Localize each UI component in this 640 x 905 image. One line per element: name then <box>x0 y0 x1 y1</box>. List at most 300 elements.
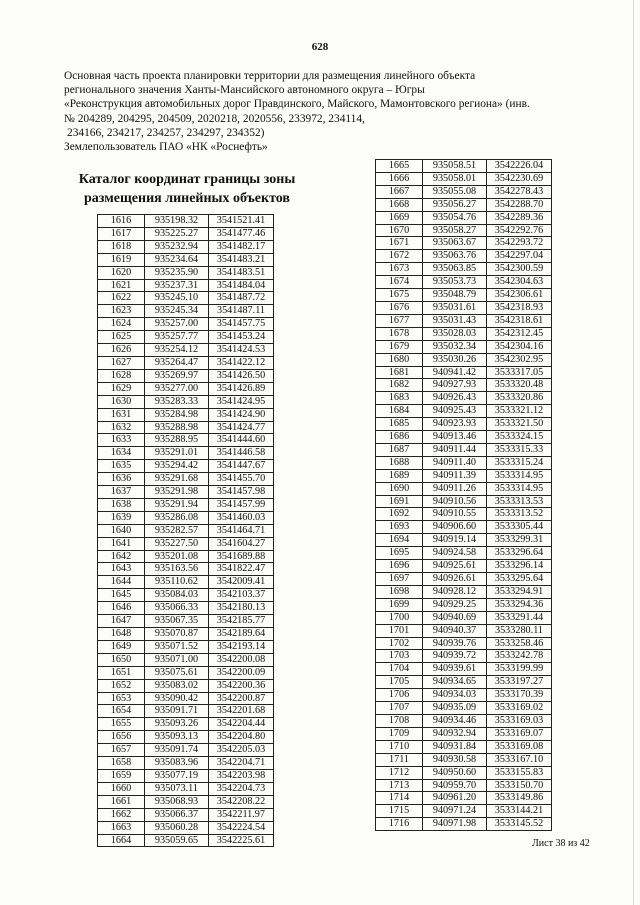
x-coordinate-cell: 935058.27 <box>423 224 487 237</box>
table-row <box>376 792 552 805</box>
y-coordinate-cell: 3533305.44 <box>487 521 552 534</box>
point-number-cell: 1653 <box>98 692 145 705</box>
y-coordinate-cell: 3542278.43 <box>487 185 552 198</box>
x-coordinate-cell: 935257.00 <box>145 318 209 331</box>
y-coordinate-cell: 3533169.08 <box>487 740 552 753</box>
x-coordinate-cell: 935075.61 <box>145 666 209 679</box>
y-coordinate-cell: 3542201.68 <box>209 705 274 718</box>
point-number-cell: 1625 <box>98 331 145 344</box>
x-coordinate-cell: 940940.37 <box>423 624 487 637</box>
table-row <box>376 405 552 418</box>
x-coordinate-cell: 935291.01 <box>145 447 209 460</box>
table-row <box>376 753 552 766</box>
table-row <box>98 318 274 331</box>
table-row <box>376 663 552 676</box>
x-coordinate-cell: 940935.09 <box>423 702 487 715</box>
y-coordinate-cell: 3542292.76 <box>487 224 552 237</box>
table-row <box>376 289 552 302</box>
point-number-cell: 1703 <box>376 650 423 663</box>
y-coordinate-cell: 3533144.21 <box>487 805 552 818</box>
y-coordinate-cell: 3533314.95 <box>487 469 552 482</box>
y-coordinate-cell: 3533324.15 <box>487 431 552 444</box>
point-number-cell: 1695 <box>376 547 423 560</box>
table-row <box>98 769 274 782</box>
y-coordinate-cell: 3542204.71 <box>209 757 274 770</box>
y-coordinate-cell: 3542203.98 <box>209 769 274 782</box>
point-number-cell: 1616 <box>98 215 145 228</box>
point-number-cell: 1684 <box>376 405 423 418</box>
y-coordinate-cell: 3542200.36 <box>209 679 274 692</box>
x-coordinate-cell: 935234.64 <box>145 253 209 266</box>
y-coordinate-cell: 3533295.64 <box>487 573 552 586</box>
page-number: 628 <box>311 41 329 53</box>
y-coordinate-cell: 3533321.50 <box>487 418 552 431</box>
table-row <box>98 240 274 253</box>
point-number-cell: 1621 <box>98 279 145 292</box>
x-coordinate-cell: 940919.14 <box>423 534 487 547</box>
catalog-title-line: размещения линейных объектов <box>84 191 290 206</box>
y-coordinate-cell: 3533313.53 <box>487 495 552 508</box>
x-coordinate-cell: 935060.28 <box>145 821 209 834</box>
y-coordinate-cell: 3533169.07 <box>487 727 552 740</box>
point-number-cell: 1715 <box>376 805 423 818</box>
y-coordinate-cell: 3542300.59 <box>487 263 552 276</box>
table-row <box>376 327 552 340</box>
y-coordinate-cell: 3533315.24 <box>487 456 552 469</box>
table-row <box>98 782 274 795</box>
y-coordinate-cell: 3541424.77 <box>209 421 274 434</box>
table-row <box>376 237 552 250</box>
y-coordinate-cell: 3541464.71 <box>209 524 274 537</box>
table-row <box>98 679 274 692</box>
point-number-cell: 1696 <box>376 560 423 573</box>
point-number-cell: 1701 <box>376 624 423 637</box>
table-row <box>376 766 552 779</box>
sheet-label: Лист 38 из 42 <box>532 838 590 849</box>
x-coordinate-cell: 935257.77 <box>145 331 209 344</box>
x-coordinate-cell: 940931.84 <box>423 740 487 753</box>
point-number-cell: 1707 <box>376 702 423 715</box>
x-coordinate-cell: 935030.26 <box>423 353 487 366</box>
table-row <box>98 253 274 266</box>
table-row <box>376 224 552 237</box>
y-coordinate-cell: 3542204.73 <box>209 782 274 795</box>
point-number-cell: 1678 <box>376 327 423 340</box>
table-row <box>98 498 274 511</box>
x-coordinate-cell: 940928.12 <box>423 585 487 598</box>
x-coordinate-cell: 940934.65 <box>423 676 487 689</box>
point-number-cell: 1638 <box>98 498 145 511</box>
point-number-cell: 1626 <box>98 344 145 357</box>
y-coordinate-cell: 3533320.48 <box>487 379 552 392</box>
point-number-cell: 1659 <box>98 769 145 782</box>
table-row <box>98 628 274 641</box>
x-coordinate-cell: 940911.44 <box>423 443 487 456</box>
x-coordinate-cell: 935232.94 <box>145 240 209 253</box>
table-row <box>98 382 274 395</box>
x-coordinate-cell: 940939.61 <box>423 663 487 676</box>
y-coordinate-cell: 3533299.31 <box>487 534 552 547</box>
header-line: «Реконструкция автомобильных дорог Правдинского, Майского, Мамонтовского региона» (инв. <box>64 98 530 111</box>
y-coordinate-cell: 3541446.58 <box>209 447 274 460</box>
y-coordinate-cell: 3542288.70 <box>487 198 552 211</box>
x-coordinate-cell: 935083.02 <box>145 679 209 692</box>
x-coordinate-cell: 935110.62 <box>145 576 209 589</box>
y-coordinate-cell: 3542185.77 <box>209 615 274 628</box>
x-coordinate-cell: 935284.98 <box>145 408 209 421</box>
x-coordinate-cell: 935201.08 <box>145 550 209 563</box>
point-number-cell: 1679 <box>376 340 423 353</box>
x-coordinate-cell: 940932.94 <box>423 727 487 740</box>
point-number-cell: 1675 <box>376 289 423 302</box>
y-coordinate-cell: 3542318.93 <box>487 301 552 314</box>
y-coordinate-cell: 3541521.41 <box>209 215 274 228</box>
table-row <box>376 250 552 263</box>
table-row <box>376 740 552 753</box>
y-coordinate-cell: 3541424.53 <box>209 344 274 357</box>
table-row <box>98 486 274 499</box>
y-coordinate-cell: 3541426.89 <box>209 382 274 395</box>
x-coordinate-cell: 935031.61 <box>423 301 487 314</box>
catalog-title-line: Каталог координат границы зоны <box>78 172 296 187</box>
point-number-cell: 1706 <box>376 689 423 702</box>
point-number-cell: 1627 <box>98 356 145 369</box>
y-coordinate-cell: 3541455.70 <box>209 473 274 486</box>
y-coordinate-cell: 3541453.24 <box>209 331 274 344</box>
x-coordinate-cell: 940926.43 <box>423 392 487 405</box>
table-row <box>98 279 274 292</box>
point-number-cell: 1660 <box>98 782 145 795</box>
point-number-cell: 1665 <box>376 160 423 173</box>
y-coordinate-cell: 3541457.99 <box>209 498 274 511</box>
y-coordinate-cell: 3542193.14 <box>209 640 274 653</box>
y-coordinate-cell: 3533296.14 <box>487 560 552 573</box>
table-row <box>376 185 552 198</box>
table-row <box>376 418 552 431</box>
x-coordinate-cell: 940925.43 <box>423 405 487 418</box>
header-line: № 204289, 204295, 204509, 2020218, 2020556, 233972, 234114, <box>64 112 365 125</box>
y-coordinate-cell: 3533197.27 <box>487 676 552 689</box>
x-coordinate-cell: 940939.72 <box>423 650 487 663</box>
table-row <box>376 547 552 560</box>
x-coordinate-cell: 935198.32 <box>145 215 209 228</box>
table-row <box>98 692 274 705</box>
table-row <box>376 469 552 482</box>
y-coordinate-cell: 3533167.10 <box>487 753 552 766</box>
x-coordinate-cell: 940923.93 <box>423 418 487 431</box>
point-number-cell: 1694 <box>376 534 423 547</box>
point-number-cell: 1674 <box>376 276 423 289</box>
y-coordinate-cell: 3542103.37 <box>209 589 274 602</box>
x-coordinate-cell: 940925.61 <box>423 560 487 573</box>
x-coordinate-cell: 935294.42 <box>145 460 209 473</box>
x-coordinate-cell: 935068.93 <box>145 795 209 808</box>
y-coordinate-cell: 3541482.17 <box>209 240 274 253</box>
y-coordinate-cell: 3541457.98 <box>209 486 274 499</box>
table-row <box>98 434 274 447</box>
x-coordinate-cell: 935286.08 <box>145 511 209 524</box>
y-coordinate-cell: 3542200.87 <box>209 692 274 705</box>
table-row <box>376 818 552 831</box>
x-coordinate-cell: 935283.33 <box>145 395 209 408</box>
point-number-cell: 1680 <box>376 353 423 366</box>
table-row <box>98 795 274 808</box>
y-coordinate-cell: 3533291.44 <box>487 611 552 624</box>
table-row <box>376 598 552 611</box>
point-number-cell: 1642 <box>98 550 145 563</box>
x-coordinate-cell: 940913.46 <box>423 431 487 444</box>
x-coordinate-cell: 940939.76 <box>423 637 487 650</box>
x-coordinate-cell: 940911.26 <box>423 482 487 495</box>
x-coordinate-cell: 935245.10 <box>145 292 209 305</box>
point-number-cell: 1689 <box>376 469 423 482</box>
table-row <box>98 550 274 563</box>
point-number-cell: 1711 <box>376 753 423 766</box>
y-coordinate-cell: 3542225.61 <box>209 834 274 847</box>
y-coordinate-cell: 3541426.50 <box>209 369 274 382</box>
table-row <box>98 395 274 408</box>
y-coordinate-cell: 3541424.95 <box>209 395 274 408</box>
point-number-cell: 1618 <box>98 240 145 253</box>
table-row <box>376 379 552 392</box>
table-row <box>376 211 552 224</box>
y-coordinate-cell: 3533199.99 <box>487 663 552 676</box>
point-number-cell: 1658 <box>98 757 145 770</box>
y-coordinate-cell: 3542204.80 <box>209 731 274 744</box>
y-coordinate-cell: 3533314.95 <box>487 482 552 495</box>
table-row <box>376 263 552 276</box>
table-row <box>376 805 552 818</box>
y-coordinate-cell: 3533317.05 <box>487 366 552 379</box>
table-row <box>98 757 274 770</box>
x-coordinate-cell: 935059.65 <box>145 834 209 847</box>
table-row <box>98 473 274 486</box>
table-row <box>376 301 552 314</box>
table-row <box>98 292 274 305</box>
point-number-cell: 1647 <box>98 615 145 628</box>
table-row <box>376 727 552 740</box>
x-coordinate-cell: 935291.68 <box>145 473 209 486</box>
y-coordinate-cell: 3533145.52 <box>487 818 552 831</box>
y-coordinate-cell: 3533169.03 <box>487 714 552 727</box>
x-coordinate-cell: 935071.52 <box>145 640 209 653</box>
table-row <box>98 602 274 615</box>
x-coordinate-cell: 940934.46 <box>423 714 487 727</box>
point-number-cell: 1643 <box>98 563 145 576</box>
point-number-cell: 1652 <box>98 679 145 692</box>
x-coordinate-cell: 940910.56 <box>423 495 487 508</box>
table-row <box>376 340 552 353</box>
x-coordinate-cell: 935091.74 <box>145 744 209 757</box>
y-coordinate-cell: 3541487.11 <box>209 305 274 318</box>
point-number-cell: 1687 <box>376 443 423 456</box>
y-coordinate-cell: 3533294.36 <box>487 598 552 611</box>
table-row <box>376 508 552 521</box>
x-coordinate-cell: 935237.31 <box>145 279 209 292</box>
x-coordinate-cell: 935084.03 <box>145 589 209 602</box>
y-coordinate-cell: 3533155.83 <box>487 766 552 779</box>
table-row <box>376 702 552 715</box>
x-coordinate-cell: 940911.39 <box>423 469 487 482</box>
point-number-cell: 1657 <box>98 744 145 757</box>
table-row <box>376 521 552 534</box>
point-number-cell: 1650 <box>98 653 145 666</box>
point-number-cell: 1686 <box>376 431 423 444</box>
point-number-cell: 1629 <box>98 382 145 395</box>
point-number-cell: 1623 <box>98 305 145 318</box>
y-coordinate-cell: 3541447.67 <box>209 460 274 473</box>
x-coordinate-cell: 935282.57 <box>145 524 209 537</box>
point-number-cell: 1709 <box>376 727 423 740</box>
x-coordinate-cell: 940927.93 <box>423 379 487 392</box>
x-coordinate-cell: 935055.08 <box>423 185 487 198</box>
x-coordinate-cell: 935235.90 <box>145 266 209 279</box>
point-number-cell: 1667 <box>376 185 423 198</box>
point-number-cell: 1654 <box>98 705 145 718</box>
point-number-cell: 1669 <box>376 211 423 224</box>
table-row <box>98 266 274 279</box>
x-coordinate-cell: 935245.34 <box>145 305 209 318</box>
point-number-cell: 1663 <box>98 821 145 834</box>
table-row <box>376 172 552 185</box>
x-coordinate-cell: 935066.33 <box>145 602 209 615</box>
x-coordinate-cell: 935077.19 <box>145 769 209 782</box>
x-coordinate-cell: 940971.98 <box>423 818 487 831</box>
table-row <box>98 460 274 473</box>
table-row <box>98 331 274 344</box>
x-coordinate-cell: 935083.96 <box>145 757 209 770</box>
y-coordinate-cell: 3542306.61 <box>487 289 552 302</box>
point-number-cell: 1676 <box>376 301 423 314</box>
point-number-cell: 1693 <box>376 521 423 534</box>
table-row <box>376 366 552 379</box>
table-row <box>376 689 552 702</box>
y-coordinate-cell: 3542208.22 <box>209 795 274 808</box>
table-row <box>376 482 552 495</box>
y-coordinate-cell: 3542211.97 <box>209 808 274 821</box>
y-coordinate-cell: 3533150.70 <box>487 779 552 792</box>
point-number-cell: 1619 <box>98 253 145 266</box>
point-number-cell: 1682 <box>376 379 423 392</box>
point-number-cell: 1639 <box>98 511 145 524</box>
y-coordinate-cell: 3541487.72 <box>209 292 274 305</box>
x-coordinate-cell: 940950.60 <box>423 766 487 779</box>
document-header <box>64 69 604 154</box>
point-number-cell: 1651 <box>98 666 145 679</box>
table-row <box>98 615 274 628</box>
table-row <box>98 744 274 757</box>
point-number-cell: 1632 <box>98 421 145 434</box>
point-number-cell: 1672 <box>376 250 423 263</box>
point-number-cell: 1685 <box>376 418 423 431</box>
point-number-cell: 1641 <box>98 537 145 550</box>
coordinates-table-left <box>97 214 274 847</box>
x-coordinate-cell: 935288.95 <box>145 434 209 447</box>
table-row <box>98 666 274 679</box>
x-coordinate-cell: 935058.01 <box>423 172 487 185</box>
point-number-cell: 1646 <box>98 602 145 615</box>
point-number-cell: 1630 <box>98 395 145 408</box>
y-coordinate-cell: 3542009.41 <box>209 576 274 589</box>
table-row <box>376 456 552 469</box>
point-number-cell: 1634 <box>98 447 145 460</box>
table-row <box>376 276 552 289</box>
point-number-cell: 1655 <box>98 718 145 731</box>
table-row <box>376 637 552 650</box>
table-row <box>98 344 274 357</box>
x-coordinate-cell: 935269.97 <box>145 369 209 382</box>
x-coordinate-cell: 935093.26 <box>145 718 209 731</box>
y-coordinate-cell: 3542204.44 <box>209 718 274 731</box>
x-coordinate-cell: 935071.00 <box>145 653 209 666</box>
table-row <box>98 640 274 653</box>
table-row <box>376 779 552 792</box>
y-coordinate-cell: 3542189.64 <box>209 628 274 641</box>
y-coordinate-cell: 3542289.36 <box>487 211 552 224</box>
point-number-cell: 1673 <box>376 263 423 276</box>
point-number-cell: 1700 <box>376 611 423 624</box>
point-number-cell: 1668 <box>376 198 423 211</box>
x-coordinate-cell: 940929.25 <box>423 598 487 611</box>
x-coordinate-cell: 935093.13 <box>145 731 209 744</box>
y-coordinate-cell: 3541604.27 <box>209 537 274 550</box>
point-number-cell: 1662 <box>98 808 145 821</box>
table-row <box>376 392 552 405</box>
header-line-landowner: Землепользователь ПАО «НК «Роснефть» <box>64 141 268 154</box>
x-coordinate-cell: 935163.56 <box>145 563 209 576</box>
point-number-cell: 1671 <box>376 237 423 250</box>
y-coordinate-cell: 3541483.51 <box>209 266 274 279</box>
x-coordinate-cell: 935067.35 <box>145 615 209 628</box>
x-coordinate-cell: 940906.60 <box>423 521 487 534</box>
x-coordinate-cell: 935063.85 <box>423 263 487 276</box>
y-coordinate-cell: 3542304.63 <box>487 276 552 289</box>
table-row <box>376 650 552 663</box>
point-number-cell: 1617 <box>98 227 145 240</box>
y-coordinate-cell: 3541484.04 <box>209 279 274 292</box>
table-row <box>98 834 274 847</box>
coordinates-table-right <box>375 159 552 831</box>
x-coordinate-cell: 935054.76 <box>423 211 487 224</box>
table-row <box>376 198 552 211</box>
x-coordinate-cell: 935227.50 <box>145 537 209 550</box>
table-row <box>98 408 274 421</box>
point-number-cell: 1692 <box>376 508 423 521</box>
point-number-cell: 1644 <box>98 576 145 589</box>
y-coordinate-cell: 3541444.60 <box>209 434 274 447</box>
y-coordinate-cell: 3541477.46 <box>209 227 274 240</box>
x-coordinate-cell: 940941.42 <box>423 366 487 379</box>
point-number-cell: 1636 <box>98 473 145 486</box>
table-row <box>98 653 274 666</box>
point-number-cell: 1681 <box>376 366 423 379</box>
point-number-cell: 1620 <box>98 266 145 279</box>
x-coordinate-cell: 935031.43 <box>423 314 487 327</box>
y-coordinate-cell: 3541483.21 <box>209 253 274 266</box>
point-number-cell: 1691 <box>376 495 423 508</box>
table-row <box>98 305 274 318</box>
point-number-cell: 1664 <box>98 834 145 847</box>
x-coordinate-cell: 935090.42 <box>145 692 209 705</box>
table-row <box>98 356 274 369</box>
table-row <box>376 443 552 456</box>
header-line: регионального значения Ханты-Мансийского автономного округа – Югры <box>64 84 425 97</box>
x-coordinate-cell: 940959.70 <box>423 779 487 792</box>
table-row <box>98 563 274 576</box>
y-coordinate-cell: 3533296.64 <box>487 547 552 560</box>
x-coordinate-cell: 935073.11 <box>145 782 209 795</box>
header-line: 234166, 234217, 234257, 234297, 234352) <box>67 126 265 139</box>
